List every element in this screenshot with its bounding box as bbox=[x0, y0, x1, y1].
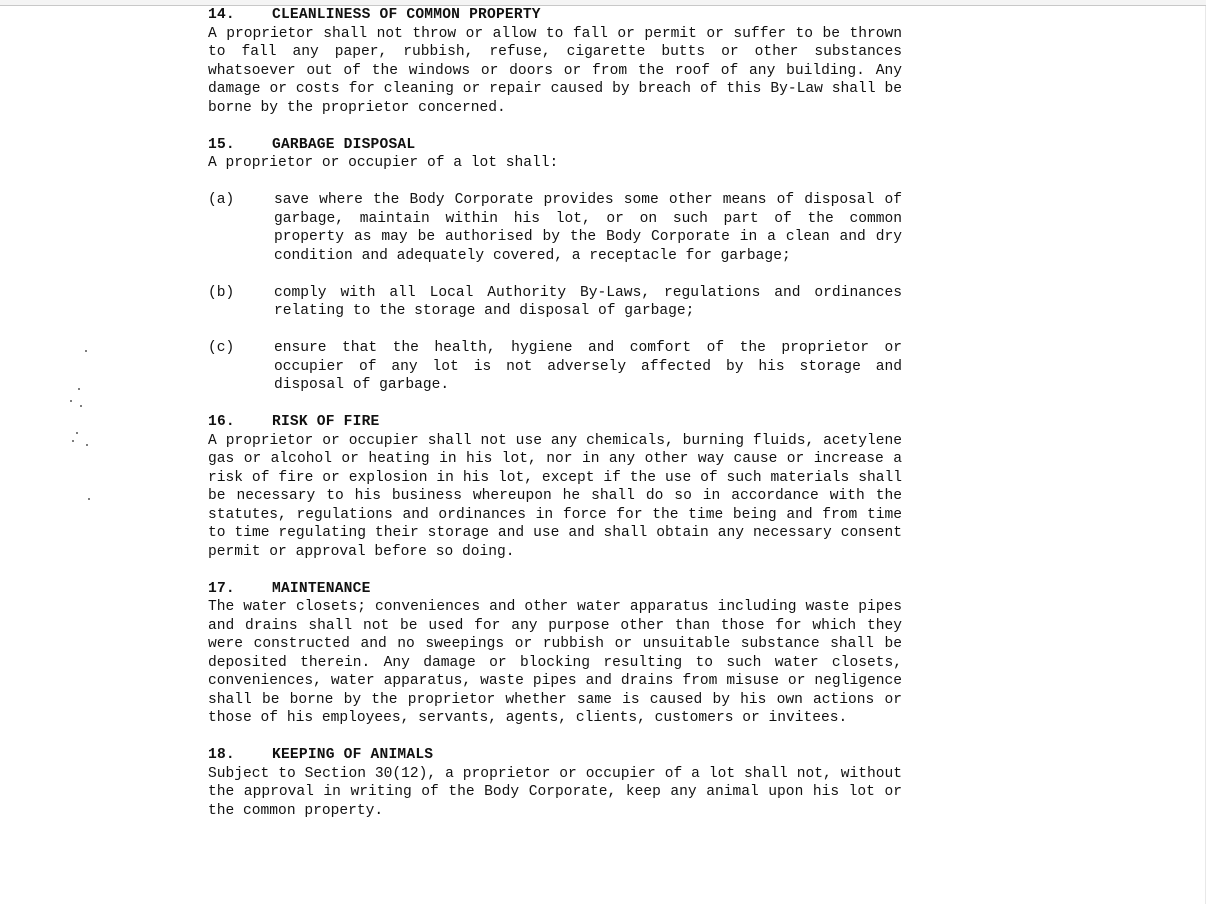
list-item bbox=[208, 191, 902, 265]
list-item bbox=[208, 339, 902, 395]
scan-speck bbox=[72, 440, 74, 442]
section-body-16: A proprietor or occupier shall not use any chemicals, burning fluids, acetylene gas or alcohol or heating in his lot, nor in any other way cause or increase a risk of fire or explosion in his lot, except if the use of such materials shall be necessary to his business whereupon he shall do so in accordance with the statutes, regulations and ordinances in force for the time being and from time to time regulating their storage and use and shall obtain any necessary consent permit or approval before so doing. bbox=[208, 432, 902, 560]
list-item-text: ensure that the health, hygiene and comfort of the proprietor or occupier of any lot is not adversely affected by his storage and disposal of garbage. bbox=[274, 340, 902, 393]
section-title: KEEPING OF ANIMALS bbox=[272, 747, 434, 763]
section-body-18: Subject to Section 30(12), a proprietor or occupier of a lot shall not, without the approval in writing of the Body Corporate, keep any animal upon his lot or the common property. bbox=[208, 765, 902, 819]
section-heading-17 bbox=[208, 580, 902, 599]
list-item-mark: (c) bbox=[208, 340, 235, 356]
scan-speck bbox=[80, 405, 82, 407]
list-item bbox=[208, 284, 902, 321]
section-number: 14. bbox=[208, 7, 235, 23]
section-heading-16 bbox=[208, 413, 902, 432]
list-item-text: save where the Body Corporate provides some other means of disposal of garbage, maintain within his lot, or on such part of the common property as may be authorised by the Body Corporate in a clean and dry condition and adequately covered, a receptacle for garbage; bbox=[274, 192, 902, 264]
list-item-text: comply with all Local Authority By-Laws, regulations and ordinances relating to the storage and disposal of garbage; bbox=[274, 284, 902, 319]
list-item-mark: (a) bbox=[208, 192, 235, 208]
section-number: 15. bbox=[208, 136, 235, 153]
scan-speck bbox=[78, 388, 80, 390]
section-intro-15: A proprietor or occupier of a lot shall: bbox=[208, 155, 559, 171]
scan-speck bbox=[86, 444, 88, 446]
section-heading-14 bbox=[208, 6, 902, 25]
section-heading-15 bbox=[208, 136, 902, 155]
scan-speck bbox=[88, 498, 90, 500]
section-body-14: A proprietor shall not throw or allow to fall or permit or suffer to be thrown to fall any paper, rubbish, refuse, cigarette butts or other substances whatsoever out of the windows or doors or from the roof of any building. Any damage or costs for cleaning or repair caused by breach of this By-Law shall be borne by the proprietor concerned. bbox=[208, 25, 902, 116]
section-title: GARBAGE DISPOSAL bbox=[272, 136, 416, 153]
list-item-mark: (b) bbox=[208, 284, 235, 301]
section-number: 18. bbox=[208, 747, 235, 763]
scan-speck bbox=[85, 350, 87, 352]
scan-speck bbox=[70, 400, 72, 402]
section-body-17: The water closets; conveniences and other water apparatus including waste pipes and drains shall not be used for any purpose other than those for which they were constructed and no sweepings or rubbish or unsuitable substance shall be deposited therein. Any damage or blocking resulting to such water closets, conveniences, water apparatus, waste pipes and drains from misuse or negligence shall be borne by the proprietor whether same is caused by his own actions or those of his employees, servants, agents, clients, customers or invitees. bbox=[208, 599, 902, 726]
section-number: 17. bbox=[208, 580, 235, 597]
document-page bbox=[208, 6, 902, 839]
section-number: 16. bbox=[208, 414, 235, 430]
section-heading-18 bbox=[208, 746, 902, 765]
section-title: MAINTENANCE bbox=[272, 580, 371, 597]
scan-speck bbox=[76, 432, 78, 434]
section-title: RISK OF FIRE bbox=[272, 414, 380, 430]
section-title: CLEANLINESS OF COMMON PROPERTY bbox=[272, 7, 541, 23]
